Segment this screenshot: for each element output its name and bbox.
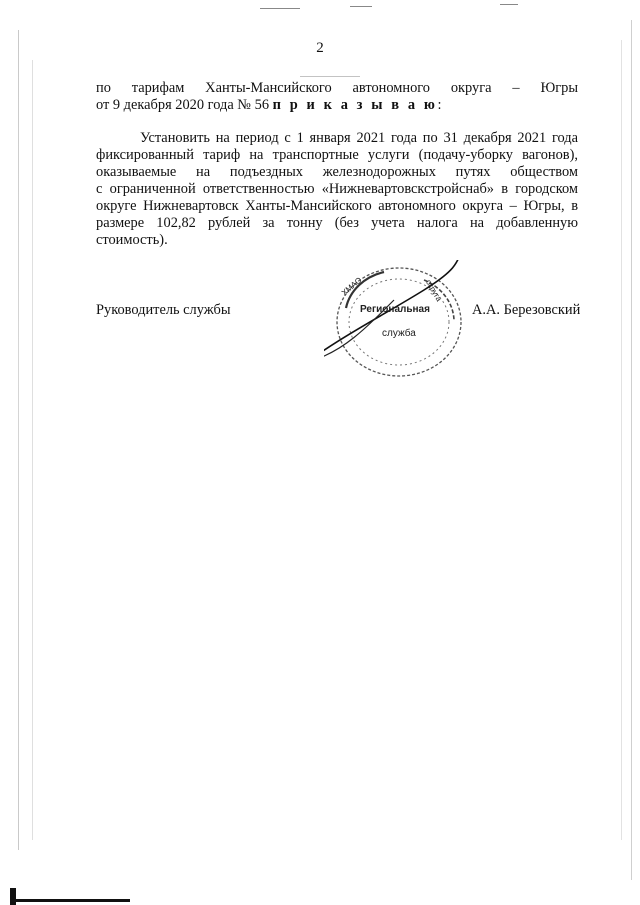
order-colon: :	[437, 97, 442, 113]
stamp-text-line-1: Региональная	[360, 304, 430, 315]
intro-line-1: по тарифам Ханты-Мансийского автономного округа – Югры	[96, 80, 578, 96]
paragraph-line: размере 102,82 рублей за тонну (без учета налога на добавленную	[96, 215, 578, 231]
scan-edge-left-inner	[32, 60, 33, 840]
scan-edge-right-inner	[621, 40, 622, 840]
stamp-arc-right: округа	[423, 278, 444, 303]
page-number: 2	[316, 40, 324, 56]
paragraph-line: с ограниченной ответственностью «Нижневартовскстройснаб» в городском	[96, 181, 578, 197]
scan-edge-left	[18, 30, 19, 850]
scan-speck	[500, 4, 518, 5]
order-verb: п р и к а з ы в а ю	[272, 97, 438, 113]
paragraph-line: оказываемые на подъездных железнодорожных путях обществом	[96, 164, 578, 180]
paragraph-line: фиксированный тариф на транспортные услуги (подачу-уборку вагонов),	[96, 147, 578, 163]
intro-text	[96, 80, 578, 114]
scan-edge-right	[631, 20, 632, 880]
scan-speck	[350, 6, 372, 7]
stamp-graphic	[324, 260, 474, 390]
scan-corner-line	[10, 899, 130, 902]
paragraph-line: стоимость).	[96, 232, 168, 248]
scan-corner-mark	[10, 888, 16, 905]
scan-speck	[300, 76, 360, 77]
stamp-arc-left: ХМАО	[339, 275, 364, 298]
scan-speck	[260, 8, 300, 9]
intro-line-2	[96, 97, 578, 114]
order-reference: от 9 декабря 2020 года № 56	[96, 97, 273, 113]
signatory-position: Руководитель службы	[96, 302, 231, 318]
order-paragraph	[96, 130, 578, 249]
paragraph-line: Установить на период с 1 января 2021 года по 31 декабря 2021 года	[140, 130, 578, 146]
signatory-name: А.А. Березовский	[472, 302, 581, 318]
official-stamp	[324, 260, 474, 390]
stamp-text-line-2: служба	[382, 328, 416, 339]
paragraph-line: округе Нижневартовск Ханты-Мансийского автономного округа – Югры, в	[96, 198, 578, 214]
